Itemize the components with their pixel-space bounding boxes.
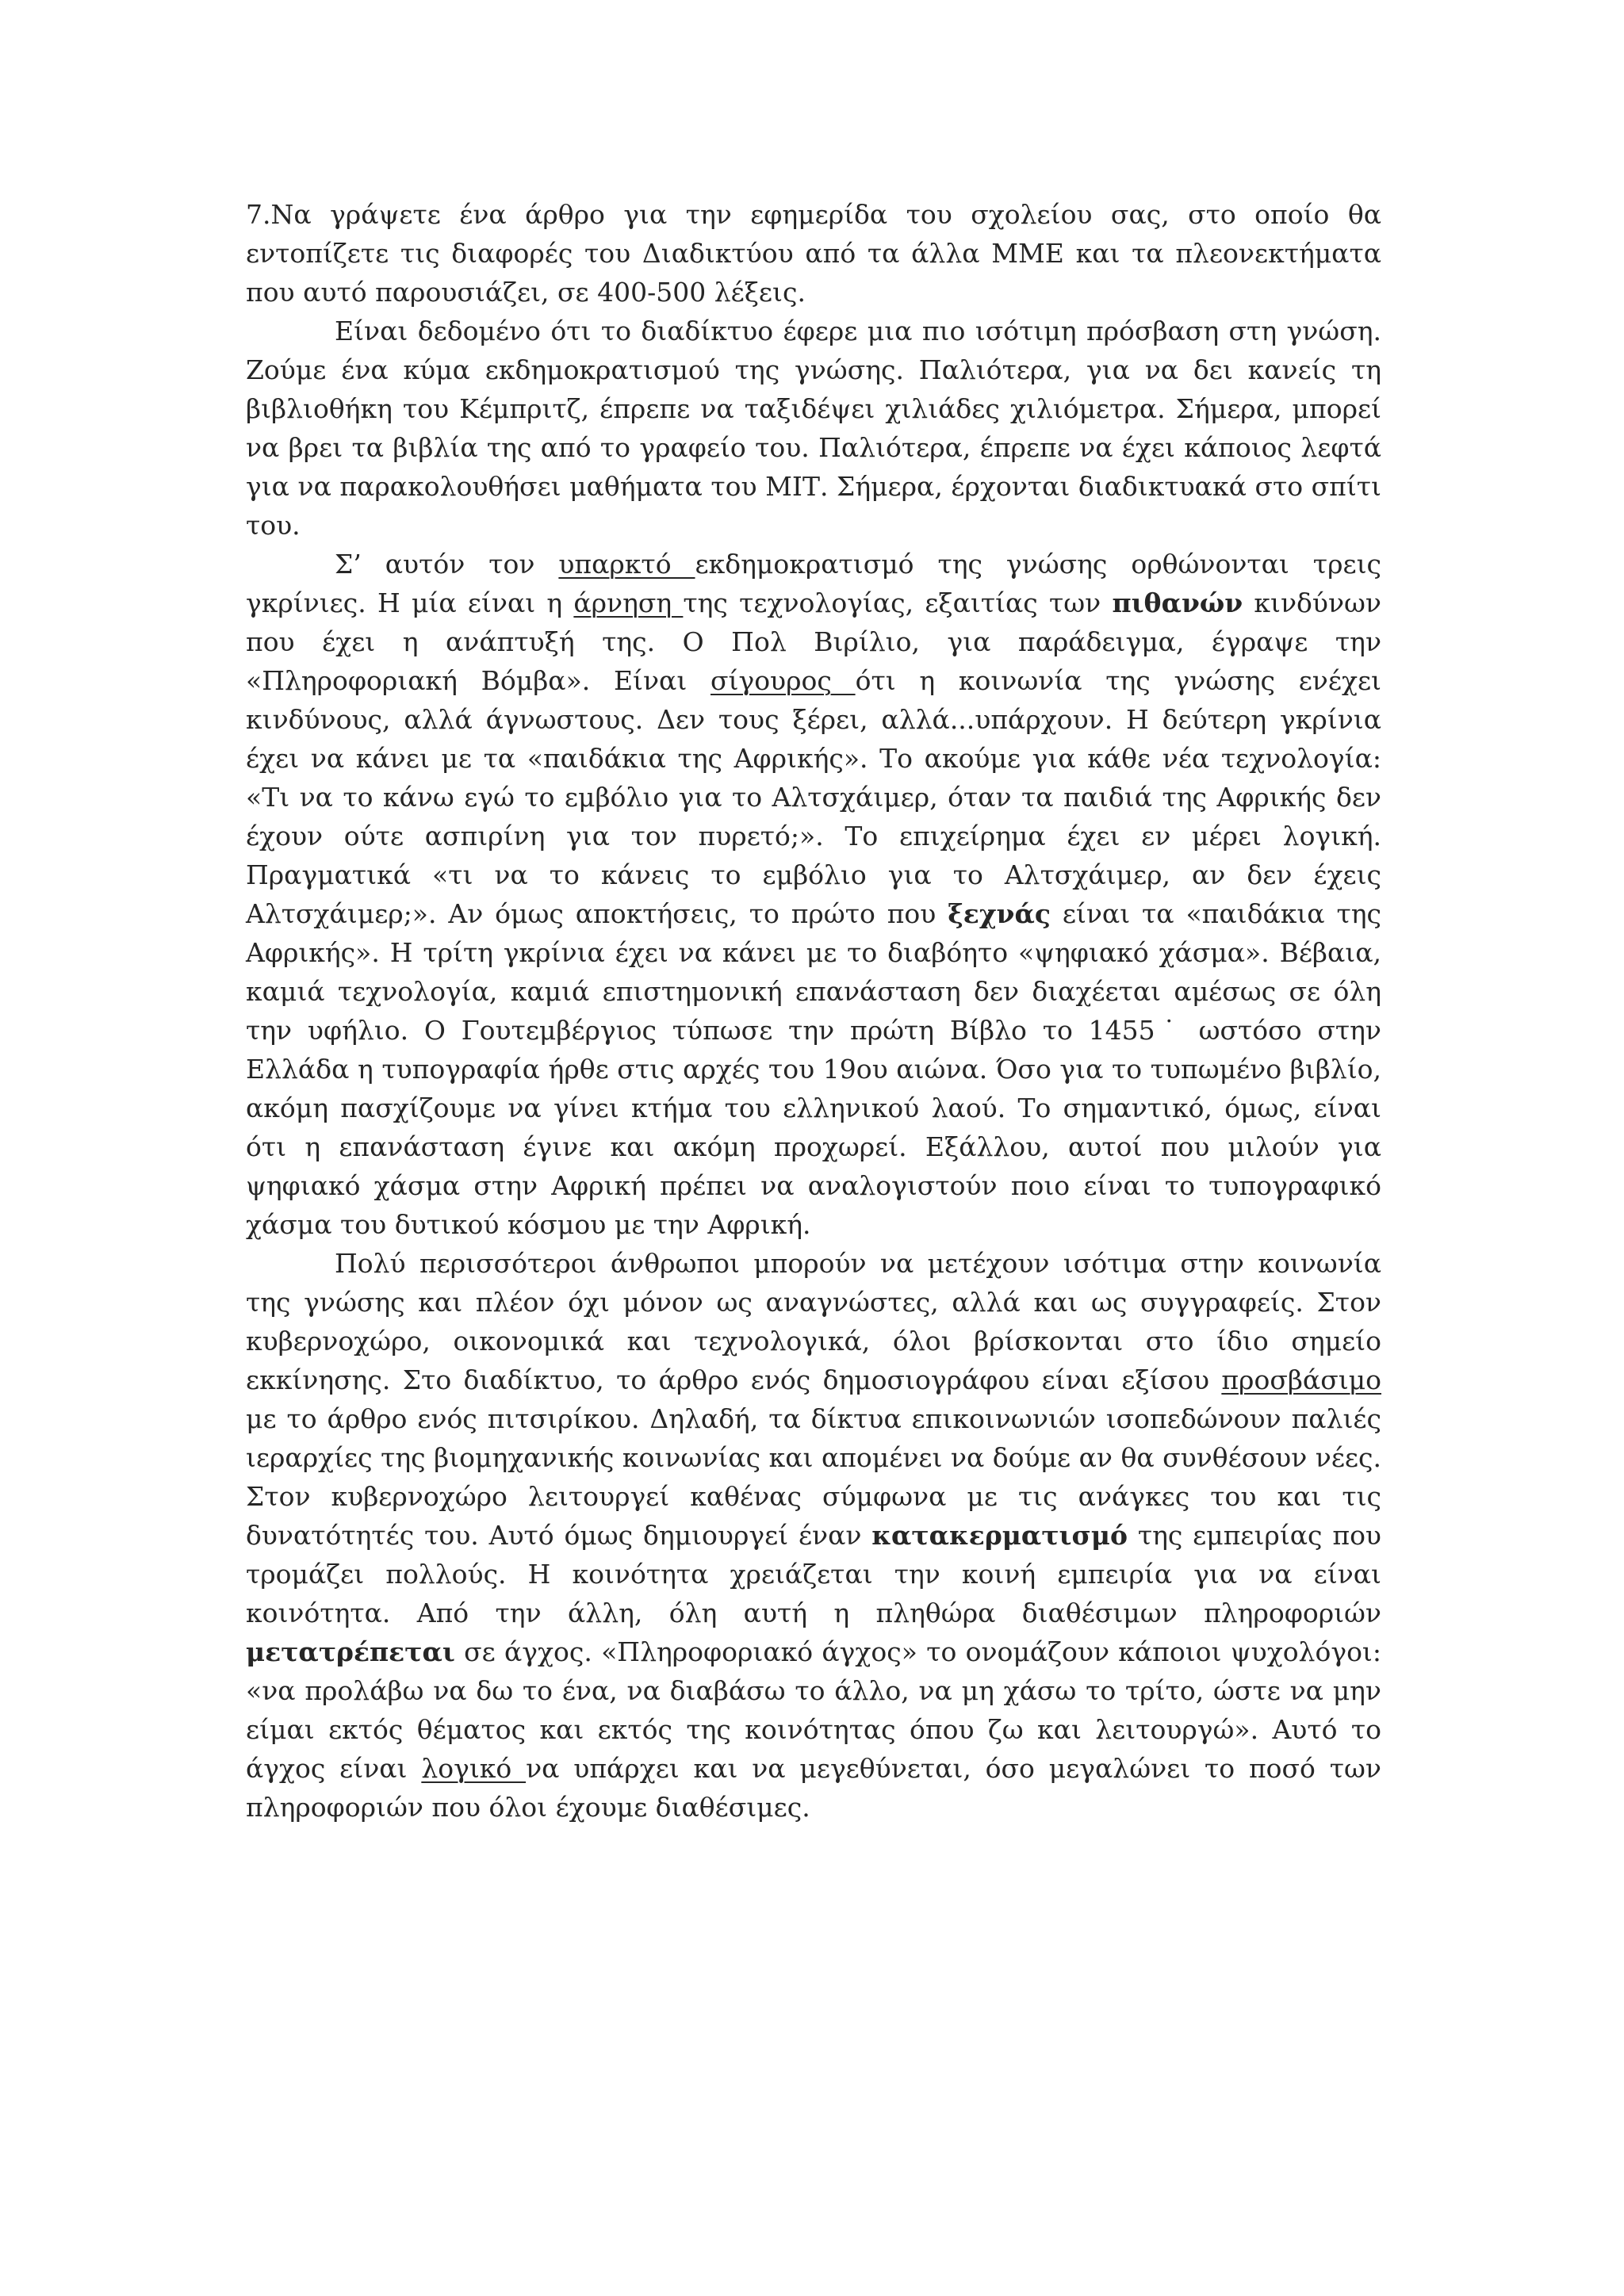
text-span: Σ’ αυτόν τον — [335, 549, 559, 580]
underlined-word: υπαρκτό — [558, 549, 695, 580]
underlined-word: λογικό — [421, 1753, 527, 1784]
assignment-prompt: 7.Να γράψετε ένα άρθρο για την εφημερίδα του σχολείου σας, στο οποίο θα εντοπίζετε τις διαφορές του Διαδικτύου από τα άλλα ΜΜΕ και τα πλεονεκτήματα που αυτό παρουσιάζει, σε 400-500 λέξεις. — [246, 199, 1381, 308]
document-body — [246, 195, 1381, 1827]
text-span: Πολύ περισσότεροι άνθρωποι μπορούν να μετέχουν ισότιμα στην κοινωνία της γνώσης και πλέον όχι μόνον ως αναγνώστες, αλλά και ως συγγραφείς. Στον κυβερνοχώρο, οικονομικά και τεχνολογικά, όλοι βρίσκονται στο ίδιο σημείο εκκίνησης. Στο διαδίκτυο, το άρθρο ενός δημοσιογράφου είναι εξίσου — [246, 1248, 1381, 1395]
underlined-word: προσβάσιμο — [1221, 1364, 1381, 1395]
paragraph-2 — [246, 545, 1381, 1244]
text-span: εκδημοκρατισμό της γνώσης ορθώνονται τρεις γκρίνιες. Η μία είναι η — [246, 549, 1381, 618]
bold-word: κατακερματισμό — [871, 1520, 1128, 1551]
text-span: της τεχνολογίας, εξαιτίας των — [683, 587, 1113, 618]
text-span: είναι τα «παιδάκια της Αφρικής». Η τρίτη γκρίνια έχει να κάνει με το διαβόητο «ψηφιακό χάσμα». Βέβαια, καμιά τεχνολογία, καμιά επιστημονική επανάσταση δεν διαχέεται αμέσως σε όλη την υφήλιο. Ο Γουτεμβέργιος τύπωσε την πρώτη Βίβλο το 1455˙ ωστόσο στην Ελλάδα η τυπογραφία ήρθε στις αρχές του 19ου αιώνα. Όσο για το τυπωμένο βιβλίο, ακόμη πασχίζουμε να γίνει κτήμα του ελληνικού λαού. Το σημαντικό, όμως, είναι ότι η επανάσταση έγινε και ακόμη προχωρεί. Εξάλλου, αυτοί που μιλούν για ψηφιακό χάσμα στην Αφρική πρέπει να αναλογιστούν ποιο είναι το τυπογραφικό χάσμα του δυτικού κόσμου με την Αφρική. — [246, 898, 1381, 1240]
text-span: με το άρθρο ενός πιτσιρίκου. Δηλαδή, τα δίκτυα επικοινωνιών ισοπεδώνουν παλιές ιεραρχίες της βιομηχανικής κοινωνίας και απομένει να δούμε αν θα συνθέσουν νέες. Στον κυβερνοχώρο λειτουργεί καθένας σύμφωνα με τις ανάγκες του και τις δυνατότητές του. Αυτό όμως δημιουργεί έναν — [246, 1403, 1381, 1551]
paragraph-1: Είναι δεδομένο ότι το διαδίκτυο έφερε μια πιο ισότιμη πρόσβαση στη γνώση. Ζούμε ένα κύμα εκδημοκρατισμού της γνώσης. Παλιότερα, για να δει κανείς τη βιβλιοθήκη του Κέμπριτζ, έπρεπε να ταξιδέψει χιλιάδες χιλιόμετρα. Σήμερα, μπορεί να βρει τα βιβλία της από το γραφείο του. Παλιότερα, έπρεπε να έχει κάποιος λεφτά για να παρακολουθήσει μαθήματα του ΜΙΤ. Σήμερα, έρχονται διαδικτυακά στο σπίτι του. — [246, 316, 1381, 541]
underlined-word: σίγουρος — [710, 665, 856, 696]
text-span: της εμπειρίας που τρομάζει πολλούς. Η κοινότητα χρειάζεται την κοινή εμπειρία για να είναι κοινότητα. Από την άλλη, όλη αυτή η πληθώρα διαθέσιμων πληροφοριών — [246, 1520, 1381, 1628]
bold-word: ξεχνάς — [948, 898, 1051, 929]
paragraph-3 — [246, 1244, 1381, 1827]
text-span: ότι η κοινωνία της γνώσης ενέχει κινδύνους, αλλά άγνωστους. Δεν τους ξέρει, αλλά...υπάρχουν. Η δεύτερη γκρίνια έχει να κάνει με τα «παιδάκια της Αφρικής». Το ακούμε για κάθε νέα τεχνολογία: «Τι να το κάνω εγώ το εμβόλιο για το Αλτσχάιμερ, όταν τα παιδιά της Αφρικής δεν έχουν ούτε ασπιρίνη για τον πυρετό;». Το επιχείρημα έχει εν μέρει λογική. Πραγματικά «τι να το κάνεις το εμβόλιο για το Αλτσχάιμερ, αν δεν έχεις Αλτσχάιμερ;». Αν όμως αποκτήσεις, το πρώτο που — [246, 665, 1381, 929]
text-span: να υπάρχει και να μεγεθύνεται, όσο μεγαλώνει το ποσό των πληροφοριών που όλοι έχουμε διαθέσιμες. — [246, 1753, 1381, 1823]
underlined-word: άρνηση — [573, 587, 684, 618]
text-span: σε άγχος. «Πληροφοριακό άγχος» το ονομάζουν κάποιοι ψυχολόγοι: «να προλάβω να δω το ένα, να διαβάσω το άλλο, να μη χάσω το τρίτο, ώστε να μην είμαι εκτός θέματος και εκτός της κοινότητας όπου ζω και λειτουργώ». Αυτό το άγχος είναι — [246, 1636, 1381, 1784]
bold-word: πιθανών — [1112, 587, 1243, 618]
text-span: κινδύνων που έχει η ανάπτυξή της. Ο Πολ Βιρίλιο, για παράδειγμα, έγραψε την «Πληροφοριακή Βόμβα». Είναι — [246, 587, 1381, 696]
bold-word: μετατρέπεται — [246, 1636, 455, 1667]
